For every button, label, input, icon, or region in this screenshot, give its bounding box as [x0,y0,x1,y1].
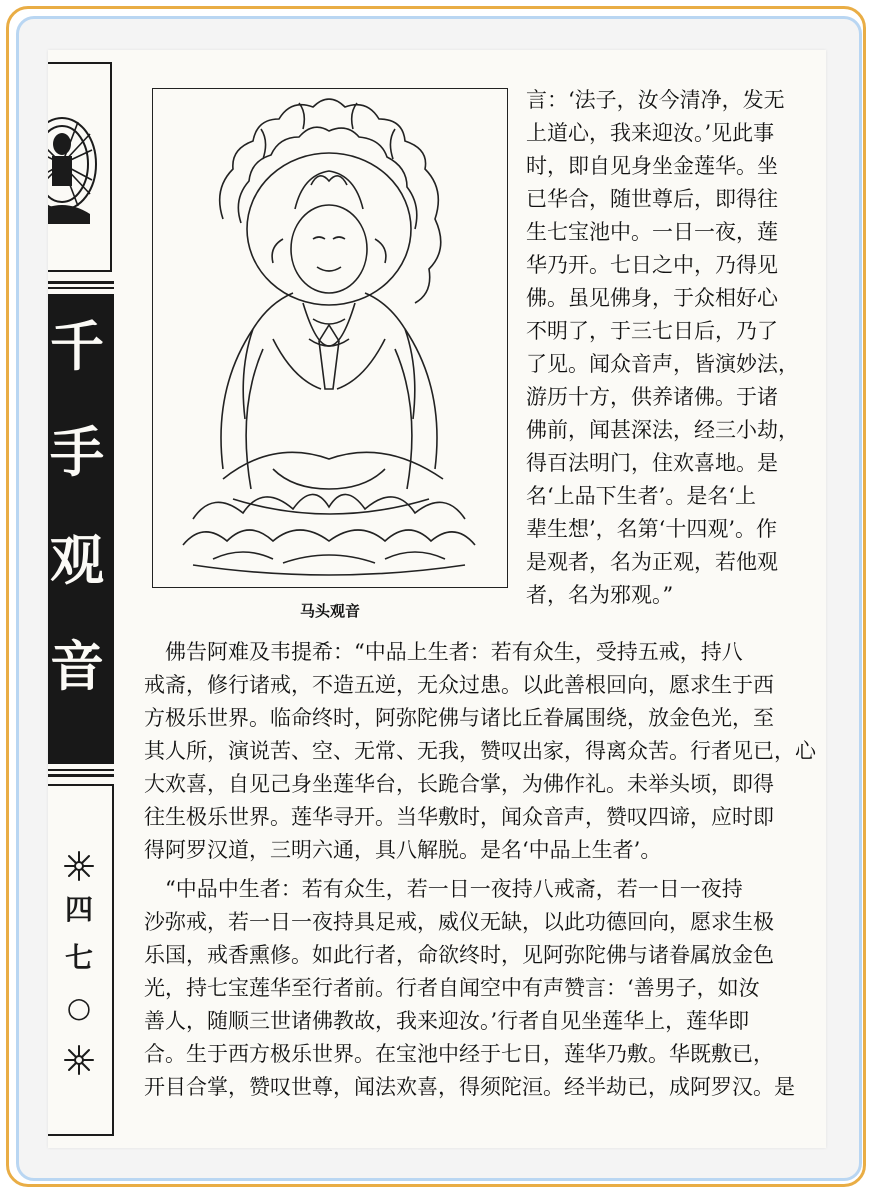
spine-title-char: 手 [50,421,104,484]
text-line: 戒斋，修行诸戒，不造五逆，无众过患。以此善根回向，愿求生于西 [144,673,774,697]
text-line: 辈生想’，名第‘十四观’。作 [526,517,778,541]
text-line: 华乃开。七日之中，乃得见 [526,253,778,277]
spine-page-number-box [48,784,114,1136]
text-line: 光，持七宝莲华至行者前。行者自闻空中有声赞言：‘善男子，如汝 [144,976,760,1000]
text-line: 佛前，闻甚深法，经三小劫， [526,418,799,442]
spine-title-block [48,294,114,764]
text-line: 不明了，于三七日后，乃了 [526,319,778,343]
flower-ornament-icon [48,848,110,884]
spine-rule [48,774,114,777]
text-line: 言：‘法子，汝今清净，发无 [526,88,785,112]
text-line: 是观者，名为正观，若他观 [526,550,778,574]
text-line: 合。生于西方极乐世界。在宝池中经于七日，莲华乃敷。华既敷已， [144,1042,774,1066]
text-line: 大欢喜，自见己身坐莲华台，长跪合掌，为佛作礼。未举头顷，即得 [144,772,774,796]
horse-head-guanyin-illustration [152,88,508,588]
text-line: 佛。虽见佛身，于众相好心 [526,286,778,310]
spine-rule [48,281,114,284]
page-number-char: 四 [64,893,93,926]
text-line: 上道心，我来迎汝。’见此事 [526,121,775,145]
spine-title-char: 千 [50,315,104,378]
book-page [48,50,826,1148]
page-number-char: 七 [64,941,93,974]
text-line: 开目合掌，赞叹世尊，闻法欢喜，得须陀洹。经半劫已，成阿罗汉。是 [144,1075,795,1099]
text-line: 者，名为邪观。” [526,583,674,607]
text-line: 善人，随顺三世诸佛教故，我来迎汝。’行者自见坐莲华上，莲华即 [144,1009,750,1033]
text-line: 已华合，随世尊后，即得往 [526,187,778,211]
spine-rule [48,769,114,771]
figure-caption: 马头观音 [299,602,360,620]
text-line: 其人所，演说苦、空、无常、无我，赞叹出家，得离众苦。行者见已，心 [144,739,816,763]
text-line: 乐国，戒香熏修。如此行者，命欲终时，见阿弥陀佛与诸眷属放金色 [144,943,774,967]
text-line: 方极乐世界。临命终时，阿弥陀佛与诸比丘眷属围绕，放金色光，至 [144,706,774,730]
flower-ornament-icon [48,1042,110,1078]
spine-title-char: 音 [50,635,104,698]
spine-rule [48,287,114,289]
spine-emblem-box [48,62,112,272]
text-line: 名‘上品下生者’。是名‘上 [526,484,757,508]
text-line: 佛告阿难及韦提希：“中品上生者：若有众生，受持五戒，持八 [144,640,743,664]
text-line: 沙弥戒，若一日一夜持具足戒，威仪无缺，以此功德回向，愿求生极 [144,910,774,934]
text-line: 得阿罗汉道，三明六通，具八解脱。是名‘中品上生者’。 [144,838,662,862]
text-line: 时，即自见身坐金莲华。坐 [526,154,778,178]
page-number-char: ○ [66,991,92,1024]
thousand-arm-guanyin-emblem-icon [48,64,108,270]
text-line: 了见。闻众音声，皆演妙法， [526,352,799,376]
horse-head-guanyin-figure-icon [153,89,506,586]
text-line: 游历十方，供养诸佛。于诸 [526,385,778,409]
text-line: 生七宝池中。一日一夜，莲 [526,220,778,244]
text-line: 往生极乐世界。莲华寻开。当华敷时，闻众音声，赞叹四谛，应时即 [144,805,774,829]
text-line: 得百法明门，住欢喜地。是 [526,451,778,475]
text-line: “中品中生者：若有众生，若一日一夜持八戒斋，若一日一夜持 [144,877,743,901]
spine-title-char: 观 [50,529,104,592]
